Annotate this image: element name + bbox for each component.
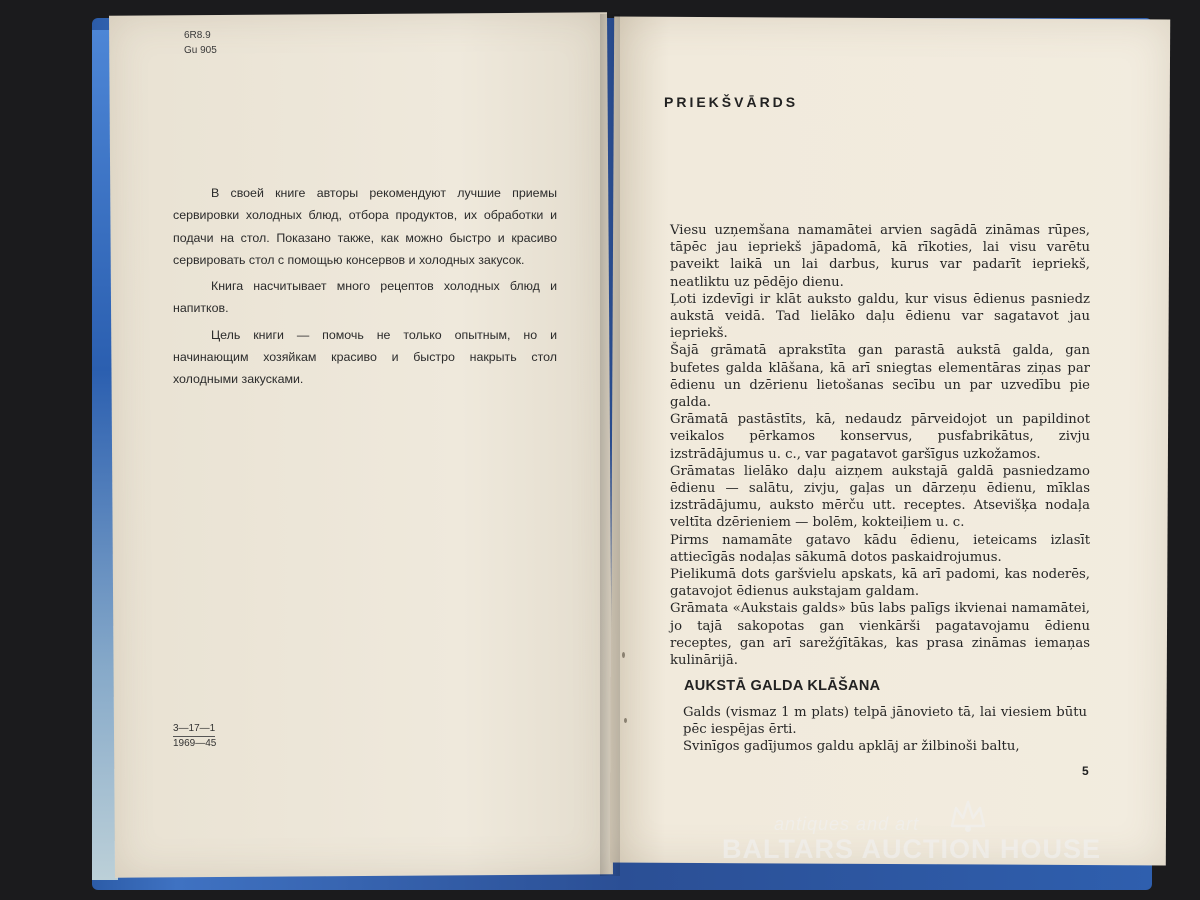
preface-paragraph: Pirms namamāte gatavo kādu ēdienu, ieteicams izlasīt attiecīgās nodaļas sākumā dotos paskaidrojumus.: [670, 532, 1090, 565]
preface-paragraph: Grāmata «Aukstais galds» būs labs palīgs ikvienai namamātei, jo tajā sakopotas gan vienkārši pagatavojamu ēdienu receptes, gan arī sarežģītākas, kas prasa zināmas iemaņas kulinārijā.: [670, 601, 1090, 669]
watermark-brand: BALTARS AUCTION HOUSE: [722, 834, 1101, 864]
preface-heading: PRIEKŠVĀRDS: [664, 94, 799, 110]
paper-speck: [622, 652, 625, 658]
crown-icon: [948, 800, 988, 834]
publication-code: [173, 722, 216, 751]
preface-paragraph: Ļoti izdevīgi ir klāt auksto galdu, kur visus ēdienus pasniedz aukstā veidā. Tad lielāko daļu ēdienu var sagatavot jau iepriekš.: [670, 291, 1090, 342]
preface-paragraph: Grāmatas lielāko daļu aizņem aukstajā galdā pasniedzamo ēdienu — salātu, zivju, gaļas un dārzeņu ēdienu, mīklas izstrādājumu, auksto mērču utt. receptes. Atsevišķa nodaļa veltīta dzērieniem — bolēm, kokteiļiem u. c.: [670, 463, 1090, 531]
section-title: AUKSTĀ GALDA KLĀŠANA: [684, 678, 881, 694]
book-description: [173, 182, 557, 395]
page-number: 5: [1082, 764, 1089, 778]
section-paragraph: Svinīgos gadījumos galdu apklāj ar žilbinoši baltu,: [683, 739, 1020, 755]
description-paragraph: Книга насчитывает много рецептов холодных блюд и напитков.: [173, 279, 557, 316]
description-paragraph: Цель книги — помочь не только опытным, но и начинающим хозяйкам красиво и быстро накрыть стол холодными закусками.: [173, 327, 557, 387]
preface-paragraph: Viesu uzņemšana namamātei arvien sagādā zināmas rūpes, tāpēc jau iepriekš jāpadomā, kā rīkoties, lai visu varētu paveikt laikā un lai darbus, kurus var padarīt iepriekš, neatliktu uz pēdējo dienu.: [670, 223, 1090, 290]
section-paragraph: Galds (vismaz 1 m plats) telpā jānovieto tā, lai viesiem būtu pēc iespējas ērti.: [683, 705, 1087, 738]
paper-speck: [624, 718, 627, 723]
watermark-tagline: antiques and art: [774, 814, 920, 834]
publication-code-line: 3—17—1: [173, 722, 215, 737]
preface-paragraph: Šajā grāmatā aprakstīta gan parastā aukstā galda, gan bufetes galda klāšana, kā arī sniegtas elementāras ziņas par ēdienu un dzērienu lietošanas secību un par uzvedību pie galda.: [670, 343, 1090, 411]
section-text: [683, 704, 1087, 756]
catalog-code: [184, 28, 217, 58]
catalog-code-line: 6R8.9: [184, 30, 211, 41]
preface-paragraph: Grāmatā pastāstīts, kā, nedaudz pārveidojot un papildinot veikalos pērkamos konservus, pusfabrikātus, zivju izstrādājumus u. c., var pagatavot garšīgus uzkožamos.: [670, 412, 1090, 462]
preface-text: [670, 222, 1090, 669]
book-gutter: [600, 14, 620, 876]
catalog-code-line: Gu 905: [184, 45, 217, 56]
publication-code-line: 1969—45: [173, 738, 217, 749]
preface-paragraph: Pielikumā dots garšvielu apskats, kā arī padomi, kas noderēs, gatavojot ēdienus aukstajam galdam.: [670, 567, 1090, 600]
description-paragraph: В своей книге авторы рекомендуют лучшие приемы сервировки холодных блюд, отбора продуктов, их обработки и подачи на стол. Показано также, как можно быстро и красиво сервировать стол с помощью консервов и холодных закусок.: [173, 186, 557, 267]
